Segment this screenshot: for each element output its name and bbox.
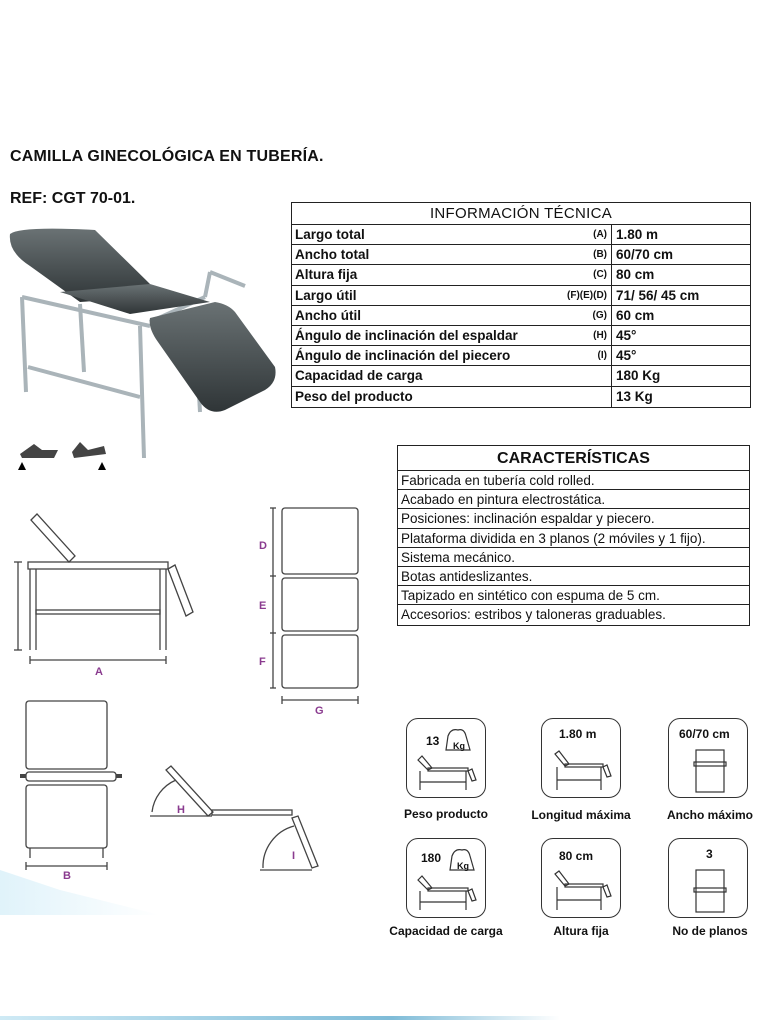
row-label: Altura fija bbox=[295, 267, 358, 283]
row-value: 180 Kg bbox=[616, 368, 661, 384]
row-label: Ancho total bbox=[295, 247, 370, 263]
row-label: Peso del producto bbox=[295, 388, 413, 404]
weight-icon bbox=[406, 718, 486, 798]
icon-value: 80 cm bbox=[559, 849, 594, 863]
list-item: Sistema mecánico. bbox=[398, 548, 749, 567]
dimension-label-d: D bbox=[259, 540, 267, 552]
row-label: Ángulo de inclinación del espaldar bbox=[295, 327, 518, 343]
row-code: (F)(E)(D) bbox=[567, 289, 607, 301]
list-item: Botas antideslizantes. bbox=[398, 567, 749, 586]
row-label: Largo útil bbox=[295, 287, 357, 303]
length-icon bbox=[541, 718, 621, 798]
row-code: (A) bbox=[593, 229, 607, 240]
icon-value: 13 bbox=[426, 734, 440, 748]
dimension-label-f: F bbox=[259, 656, 266, 668]
row-code: (H) bbox=[593, 329, 607, 341]
icon-value: 3 bbox=[706, 847, 713, 861]
dimension-label-g: G bbox=[315, 705, 324, 717]
icon-caption: Altura fija bbox=[553, 924, 609, 938]
load-capacity-icon bbox=[406, 838, 486, 918]
dimension-label-i: I bbox=[292, 850, 296, 862]
row-label: Ancho útil bbox=[295, 307, 361, 323]
row-value: 45° bbox=[616, 327, 637, 343]
height-icon bbox=[541, 838, 621, 918]
row-label: Ángulo de inclinación del piecero bbox=[295, 348, 511, 364]
row-code: (I) bbox=[597, 350, 607, 362]
row-code: (B) bbox=[593, 249, 607, 261]
planes-icon bbox=[668, 838, 748, 918]
icon-caption: No de planos bbox=[672, 924, 748, 938]
row-value: 71/ 56/ 45 cm bbox=[616, 287, 700, 303]
icon-unit: Kg bbox=[453, 741, 465, 751]
icon-value: 60/70 cm bbox=[679, 727, 730, 741]
product-ref: REF: CGT 70-01. bbox=[10, 190, 136, 207]
icon-value: 1.80 m bbox=[559, 727, 597, 741]
row-value: 60/70 cm bbox=[616, 247, 674, 263]
icon-caption: Peso producto bbox=[403, 807, 488, 821]
icon-caption: Capacidad de carga bbox=[389, 924, 503, 938]
dimension-label-h: H bbox=[177, 804, 185, 816]
row-code: (C) bbox=[593, 269, 607, 281]
characteristics-heading: CARACTERÍSTICAS bbox=[398, 446, 749, 471]
list-item: Posiciones: inclinación espaldar y piecero. bbox=[398, 509, 749, 528]
dimension-label-e: E bbox=[259, 600, 267, 612]
page-title: CAMILLA GINECOLÓGICA EN TUBERÍA. bbox=[10, 148, 324, 165]
icon-caption: Ancho máximo bbox=[666, 808, 753, 822]
row-label: Largo total bbox=[295, 227, 365, 242]
list-item: Plataforma dividida en 3 planos (2 móviles y 1 fijo). bbox=[398, 529, 749, 548]
list-item: Acabado en pintura electrostática. bbox=[398, 490, 749, 509]
width-icon bbox=[668, 718, 748, 798]
dimension-label-b: B bbox=[63, 870, 71, 882]
row-value: 60 cm bbox=[616, 307, 655, 323]
icon-unit: Kg bbox=[457, 861, 469, 871]
icon-value: 180 bbox=[421, 851, 442, 865]
technical-info-heading: INFORMACIÓN TÉCNICA bbox=[292, 203, 750, 225]
list-item: Tapizado en sintético con espuma de 5 cm. bbox=[398, 586, 749, 605]
dimension-label-a: A bbox=[95, 666, 103, 678]
row-value: 13 Kg bbox=[616, 388, 653, 404]
row-value: 1.80 m bbox=[616, 227, 659, 242]
row-label: Capacidad de carga bbox=[295, 368, 423, 384]
list-item: Accesorios: estribos y taloneras graduables. bbox=[401, 607, 666, 623]
icon-caption: Longitud máxima bbox=[531, 808, 631, 822]
row-code: (G) bbox=[592, 309, 607, 321]
row-value: 45° bbox=[616, 348, 637, 364]
row-value: 80 cm bbox=[616, 267, 655, 283]
list-item: Fabricada en tubería cold rolled. bbox=[398, 471, 749, 490]
